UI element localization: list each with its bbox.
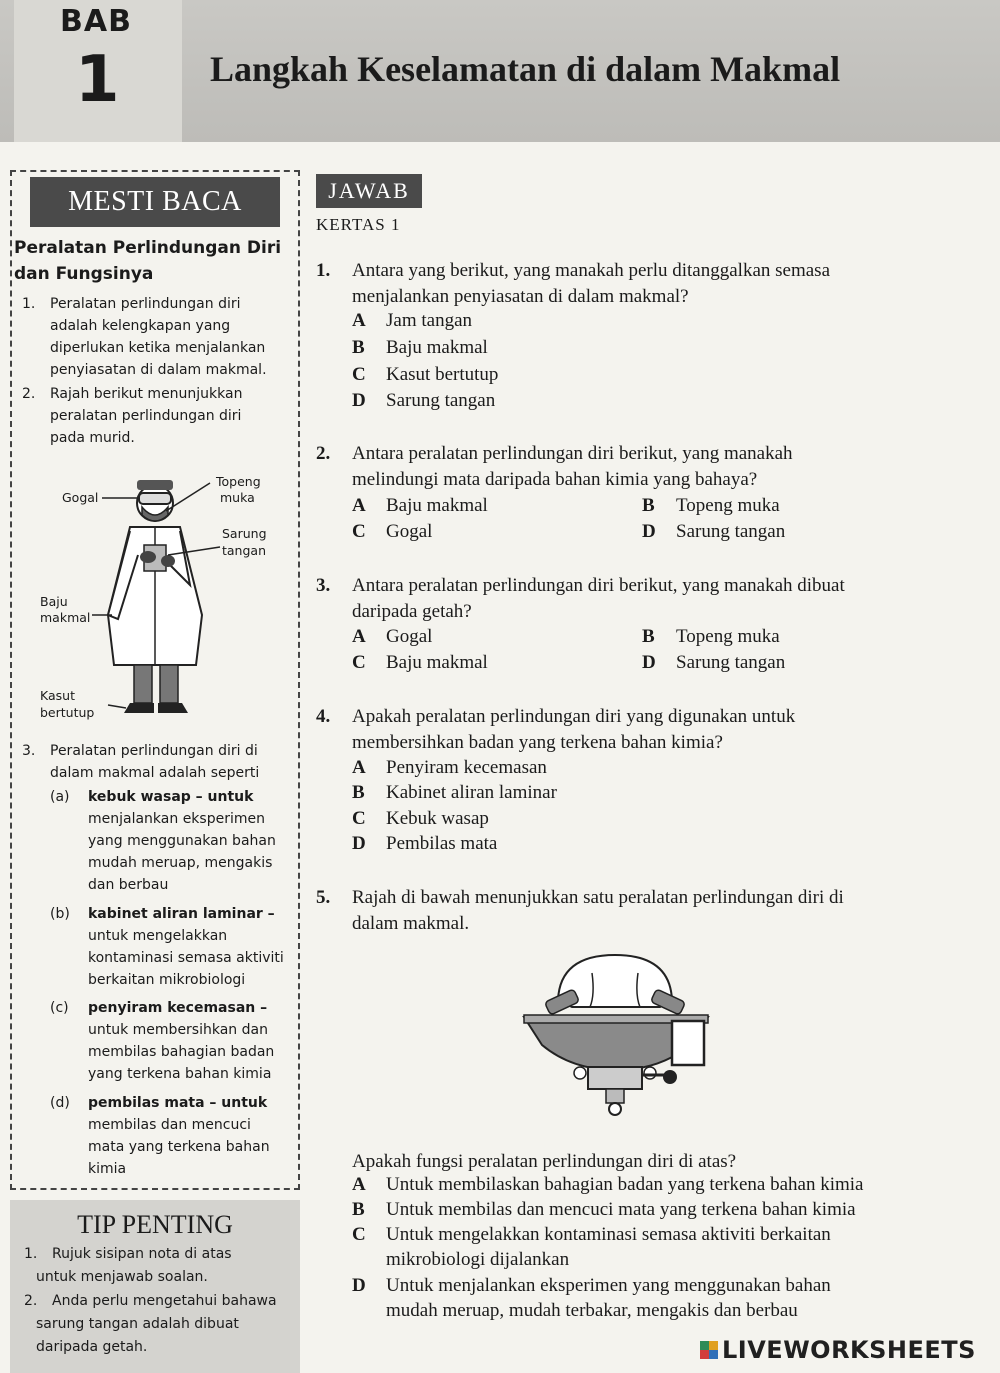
question-number: 4.: [316, 706, 331, 727]
label-topeng-muka: Topeng: [216, 474, 261, 489]
answer-option[interactable]: D Sarung tangan: [642, 521, 786, 542]
tip-text: daripada getah.: [36, 1339, 148, 1355]
label-gogal: Gogal: [62, 490, 99, 505]
answer-option[interactable]: D Untuk menjalankan eksperimen yang menggunakan bahan: [352, 1275, 831, 1296]
question-text: Antara peralatan perlindungan diri berikut, yang manakah dibuat: [352, 575, 845, 596]
section-heading: dan Fungsinya: [14, 264, 154, 284]
sub-point-text: untuk membersihkan dan: [88, 1022, 268, 1038]
question-text: membersihkan badan yang terkena bahan kimia?: [352, 732, 723, 753]
question-text: menjalankan penyiasatan di dalam makmal?: [352, 286, 689, 307]
question-number: 2.: [316, 443, 331, 464]
answer-option[interactable]: D Pembilas mata: [352, 833, 498, 854]
paper-label: KERTAS 1: [316, 215, 401, 234]
jawab-banner: JAWAB: [316, 174, 422, 208]
label-sarung-tangan: Sarung: [222, 526, 267, 541]
question-number: 3.: [316, 575, 331, 596]
tip-text: Rujuk sisipan nota di atas: [52, 1246, 232, 1262]
point-text: peralatan perlindungan diri: [50, 408, 242, 424]
sub-point-text: berkaitan mikrobiologi: [88, 972, 246, 988]
label-topeng-muka: muka: [220, 490, 255, 505]
answer-option[interactable]: C Untuk mengelakkan kontaminasi semasa aktiviti berkaitan: [352, 1224, 831, 1245]
answer-option[interactable]: C Kebuk wasap: [352, 808, 489, 829]
sub-point-text: kimia: [88, 1161, 127, 1177]
question-text: dalam makmal.: [352, 913, 470, 934]
question-text: Apakah fungsi peralatan perlindungan diri di atas?: [352, 1151, 737, 1172]
answer-option-continued: mudah meruap, mudah terbakar, mengakis dan berbau: [386, 1300, 798, 1321]
label-kasut-bertutup: bertutup: [40, 705, 95, 720]
question-text: melindungi mata daripada bahan kimia yang bahaya?: [352, 469, 758, 490]
answer-option[interactable]: A Jam tangan: [352, 310, 473, 331]
point-text: Peralatan perlindungan diri di: [50, 743, 258, 759]
point-text: Peralatan perlindungan diri: [50, 296, 241, 312]
question-number: 5.: [316, 887, 331, 908]
point-text: penyiasatan di dalam makmal.: [50, 362, 267, 378]
sub-point-text: untuk mengelakkan: [88, 928, 228, 944]
point-text: diperlukan ketika menjalankan: [50, 340, 266, 356]
sub-point-text: kabinet aliran laminar –: [88, 906, 275, 922]
answer-option[interactable]: B Untuk membilas dan mencuci mata yang terkena bahan kimia: [352, 1199, 856, 1220]
sub-point-text: kontaminasi semasa aktiviti: [88, 950, 284, 966]
sub-point-label: (c): [50, 1000, 69, 1016]
point-text: dalam makmal adalah seperti: [50, 765, 260, 781]
question-number: 1.: [316, 260, 331, 281]
sub-point-text: pembilas mata – untuk: [88, 1095, 268, 1111]
sub-point-text: kebuk wasap – untuk: [88, 789, 254, 805]
sub-point-text: membilas bahagian badan: [88, 1044, 275, 1060]
sub-point-text: membilas dan mencuci: [88, 1117, 251, 1133]
answer-option[interactable]: C Kasut bertutup: [352, 364, 499, 385]
sub-point-text: yang terkena bahan kimia: [88, 1066, 272, 1082]
sub-point-label: (a): [50, 789, 70, 805]
tip-text: sarung tangan adalah dibuat: [36, 1316, 239, 1332]
liveworksheets-logo: LIVEWORKSHEETS: [700, 1336, 976, 1364]
answer-option[interactable]: A Untuk membilaskan bahagian badan yang terkena bahan kimia: [352, 1174, 864, 1195]
tip-number: 2.: [24, 1293, 38, 1309]
chapter-title: Langkah Keselamatan di dalam Makmal: [210, 49, 841, 89]
sub-point-label: (b): [50, 906, 70, 922]
point-number: 1.: [22, 296, 36, 312]
sub-point-text: menjalankan eksperimen: [88, 811, 265, 827]
label-sarung-tangan: tangan: [222, 543, 267, 558]
point-number: 3.: [22, 743, 36, 759]
question-text: Antara peralatan perlindungan diri berikut, yang manakah: [352, 443, 793, 464]
answer-option[interactable]: D Sarung tangan: [352, 390, 496, 411]
sub-point-label: (d): [50, 1095, 70, 1111]
sub-point-text: dan berbau: [88, 877, 169, 893]
tip-number: 1.: [24, 1246, 38, 1262]
tip-penting-title: TIP PENTING: [77, 1210, 233, 1239]
mesti-baca-banner: MESTI BACA: [30, 177, 280, 227]
answer-option[interactable]: D Sarung tangan: [642, 652, 786, 673]
chapter-label: BAB: [60, 4, 132, 39]
tip-text: Anda perlu mengetahui bahawa: [52, 1293, 277, 1309]
question-text: daripada getah?: [352, 601, 472, 622]
label-kasut-bertutup: Kasut: [40, 688, 75, 703]
point-text: pada murid.: [50, 430, 135, 446]
answer-option[interactable]: B Topeng muka: [642, 495, 780, 516]
label-baju-makmal: makmal: [40, 610, 91, 625]
question-text: Rajah di bawah menunjukkan satu peralatan perlindungan diri di: [352, 887, 844, 908]
point-text: Rajah berikut menunjukkan: [50, 386, 243, 402]
answer-option[interactable]: B Baju makmal: [352, 337, 488, 358]
point-number: 2.: [22, 386, 36, 402]
liveworksheets-icon: [700, 1341, 718, 1359]
eye-wash-station-figure: [520, 945, 720, 1125]
section-heading: Peralatan Perlindungan Diri: [14, 238, 282, 258]
answer-option-continued: mikrobiologi dijalankan: [386, 1249, 570, 1270]
point-text: adalah kelengkapan yang: [50, 318, 231, 334]
tip-text: untuk menjawab soalan.: [36, 1269, 208, 1285]
sub-point-text: yang menggunakan bahan: [88, 833, 276, 849]
sub-point-text: penyiram kecemasan –: [88, 1000, 268, 1016]
answer-option[interactable]: A Penyiram kecemasan: [352, 757, 547, 778]
question-text: Antara yang berikut, yang manakah perlu ditanggalkan semasa: [352, 260, 830, 281]
chapter-number: 1: [75, 43, 120, 117]
answer-option[interactable]: B Topeng muka: [642, 626, 780, 647]
sub-point-text: mudah meruap, mengakis: [88, 855, 273, 871]
label-baju-makmal: Baju: [40, 594, 68, 609]
sub-point-text: mata yang terkena bahan: [88, 1139, 270, 1155]
answer-option[interactable]: C Baju makmal: [352, 652, 488, 673]
answer-option[interactable]: A Baju makmal: [352, 495, 488, 516]
question-text: Apakah peralatan perlindungan diri yang digunakan untuk: [352, 706, 796, 727]
answer-option[interactable]: B Kabinet aliran laminar: [352, 782, 557, 803]
answer-option[interactable]: A Gogal: [352, 626, 433, 647]
answer-option[interactable]: C Gogal: [352, 521, 433, 542]
